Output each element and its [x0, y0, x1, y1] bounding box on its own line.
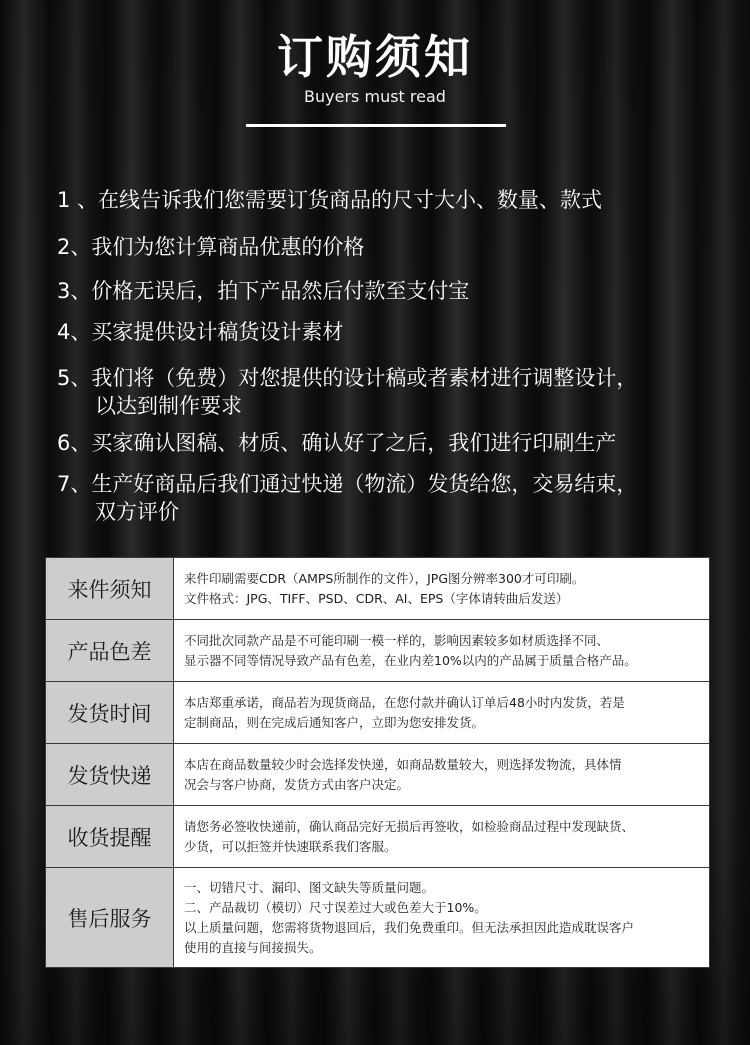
- notice-row: [46, 868, 710, 968]
- notice-label: 发货快递: [46, 744, 174, 806]
- notice-label: 产品色差: [46, 620, 174, 682]
- notice-content: [174, 744, 710, 806]
- step-5: [57, 364, 717, 420]
- notice-line: 文件格式：JPG、TIFF、PSD、CDR、AI、EPS（字体请转曲后发送）: [184, 590, 569, 606]
- notice-line: 少货，可以拒签并快速联系我们客服。: [184, 838, 397, 854]
- notice-row: [46, 558, 710, 620]
- notice-line: 况会与客户协商，发货方式由客户决定。: [184, 776, 410, 792]
- notice-row: [46, 744, 710, 806]
- notice-label: 发货时间: [46, 682, 174, 744]
- notice-content: [174, 806, 710, 868]
- notice-content: [174, 620, 710, 682]
- step-7: [57, 470, 717, 526]
- notice-line: 来件印刷需要CDR（AMPS所制作的文件），JPG图分辨率300才可印刷。: [184, 570, 585, 586]
- step-5-text: 5、我们将（免费）对您提供的设计稿或者素材进行调整设计，: [57, 366, 638, 390]
- notice-line: 本店在商品数量较少时会选择发快递，如商品数量较大，则选择发物流，具体情: [184, 756, 622, 772]
- notice-line: 一、切错尺寸、漏印、图文缺失等质量问题。: [184, 879, 435, 895]
- step-1-text: 1 、在线告诉我们您需要订货商品的尺寸大小、数量、款式: [57, 188, 603, 212]
- notice-line: 不同批次同款产品是不可能印刷一模一样的，影响因素较多如材质选择不同、: [184, 632, 610, 648]
- step-2: [57, 233, 717, 261]
- page-subtitle: Buyers must read: [304, 87, 446, 106]
- notice-line: 本店郑重承诺，商品若为现货商品，在您付款并确认订单后48小时内发货，若是: [184, 694, 625, 710]
- step-5-text-continued: 以达到制作要求: [95, 394, 242, 418]
- step-4: [57, 318, 717, 346]
- step-4-text: 4、买家提供设计稿货设计素材: [57, 320, 344, 344]
- notice-label: 售后服务: [46, 868, 174, 968]
- notice-line: 二、产品裁切（模切）尺寸误差过大或色差大于10%。: [184, 899, 487, 915]
- notice-row: [46, 806, 710, 868]
- step-7-text: 7、生产好商品后我们通过快递（物流）发货给您，交易结束，: [57, 472, 638, 496]
- step-3: [57, 277, 717, 305]
- notice-content: [174, 868, 710, 968]
- notice-line: 请您务必签收快递前，确认商品完好无损后再签收，如检验商品过程中发现缺货、: [184, 818, 635, 834]
- step-2-text: 2、我们为您计算商品优惠的价格: [57, 235, 365, 259]
- step-6-text: 6、买家确认图稿、材质、确认好了之后，我们进行印刷生产: [57, 431, 617, 455]
- notice-table: [45, 557, 710, 968]
- step-7-text-continued: 双方评价: [95, 500, 179, 524]
- notice-content: [174, 558, 710, 620]
- notice-label: 收货提醒: [46, 806, 174, 868]
- notice-content: [174, 682, 710, 744]
- step-3-text: 3、价格无误后，拍下产品然后付款至支付宝: [57, 279, 470, 303]
- notice-label: 来件须知: [46, 558, 174, 620]
- title-divider: [246, 124, 506, 127]
- notice-line: 定制商品，则在完成后通知客户，立即为您安排发货。: [184, 714, 485, 730]
- step-1: [57, 186, 717, 214]
- notice-line: 显示器不同等情况导致产品有色差，在业内差10%以内的产品属于质量合格产品。: [184, 652, 637, 668]
- notice-line: 使用的直接与间接损失。: [184, 939, 322, 955]
- notice-row: [46, 682, 710, 744]
- notice-row: [46, 620, 710, 682]
- step-6: [57, 429, 717, 457]
- notice-line: 以上质量问题，您需将货物退回后，我们免费重印。但无法承担因此造成耽误客户: [184, 919, 635, 935]
- page-title: 订购须知: [277, 30, 473, 84]
